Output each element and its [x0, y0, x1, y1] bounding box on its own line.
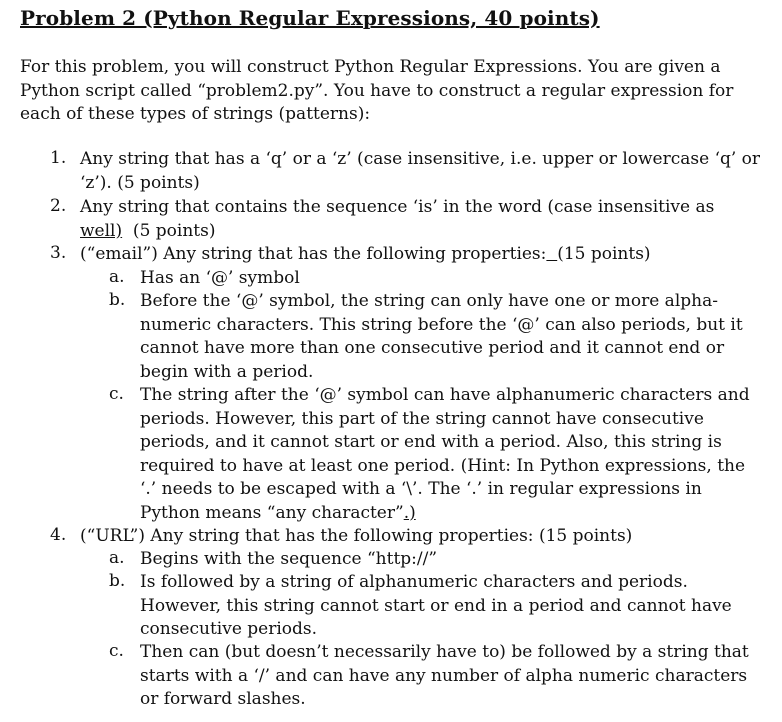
item-3-heading: (“email”) Any string that has the following properties:	[80, 244, 547, 264]
item-4c-line: starts with a ‘/’ and can have any number of alpha numeric characters	[140, 665, 748, 686]
item-4b-label: b.	[109, 571, 126, 591]
item-4-line: (“URL”) Any string that has the following properties: (15 points)	[80, 526, 633, 546]
intro-line: Python script called “problem2.py”. You have to construct a regular expression for	[20, 80, 734, 101]
item-3c-line: periods. However, this part of the string cannot have consecutive	[140, 408, 704, 429]
item-3c-line: ‘.’ needs to be escaped with a ‘\’. The ‘.’ in regular expressions in	[140, 479, 702, 499]
item-4-text	[80, 525, 632, 549]
item-4c-line: or forward slashes.	[140, 689, 306, 709]
item-2-line	[80, 220, 714, 244]
item-4b-line: However, this string cannot start or end in a period and cannot have	[140, 595, 732, 616]
item-4c-label: c.	[109, 641, 124, 661]
item-3c-last-text: Python means “any character”	[140, 502, 404, 523]
item-2-underlined: well)	[80, 220, 123, 241]
intro-paragraph	[20, 56, 748, 127]
item-4b-line: consecutive periods.	[140, 619, 318, 639]
item-2-number: 2.	[50, 196, 67, 216]
item-3c-line: required to have at least one period. (Hint: In Python expressions, the	[140, 455, 746, 476]
item-1-number: 1.	[50, 148, 67, 168]
item-2-line: Any string that contains the sequence ‘is’ in the word (case insensitive as	[80, 197, 715, 217]
item-3b-text	[140, 290, 743, 384]
item-3b-line: begin with a period.	[140, 361, 314, 382]
item-3a-line: Has an ‘@’ symbol	[140, 268, 300, 288]
item-4a-line: Begins with the sequence “http://”	[140, 549, 438, 569]
item-3c-line: periods, and it cannot start or end with a period. Also, this string is	[140, 432, 722, 452]
item-1-line: ‘z’). (5 points)	[80, 172, 200, 193]
item-4b-line: Is followed by a string of alphanumeric characters and periods.	[140, 572, 688, 592]
item-2-points: (5 points)	[122, 220, 216, 241]
item-3c-line: The string after the ‘@’ symbol can have alphanumeric characters and	[140, 385, 750, 405]
item-4b-text	[140, 571, 732, 642]
item-3c-label: c.	[109, 384, 124, 404]
item-4a-text	[140, 548, 437, 572]
item-3-points: (15 points)	[557, 244, 651, 264]
item-1-text	[80, 148, 760, 195]
item-3c-line	[140, 502, 750, 526]
item-4c-line: Then can (but doesn’t necessarily have to) be followed by a string that	[140, 642, 749, 662]
item-1-line: Any string that has a ‘q’ or a ‘z’ (case insensitive, i.e. upper or lowercase ‘q’ or	[80, 149, 761, 169]
item-4a-label: a.	[109, 548, 125, 568]
item-3b-label: b.	[109, 290, 126, 310]
item-3b-line: numeric characters. This string before the ‘@’ can also periods, but it	[140, 314, 743, 335]
item-3-underline-gap	[546, 244, 557, 264]
item-3c-text	[140, 384, 750, 525]
item-3-line	[80, 243, 651, 267]
item-3-text	[80, 243, 651, 267]
problem-title: Problem 2 (Python Regular Expressions, 40 points)	[20, 6, 600, 30]
item-3b-line: cannot have more than one consecutive period and it cannot end or	[140, 338, 725, 358]
item-2-text	[80, 196, 714, 243]
intro-line: each of these types of strings (patterns):	[20, 104, 371, 124]
item-3c-last-underlined: .)	[403, 502, 416, 523]
item-3a-label: a.	[109, 267, 125, 287]
item-4c-text	[140, 641, 749, 712]
intro-line: For this problem, you will construct Python Regular Expressions. You are given a	[20, 57, 721, 77]
item-3-number: 3.	[50, 243, 67, 263]
item-4-number: 4.	[50, 525, 67, 545]
item-3a-text	[140, 267, 300, 291]
item-3b-line: Before the ‘@’ symbol, the string can only have one or more alpha-	[140, 291, 718, 311]
